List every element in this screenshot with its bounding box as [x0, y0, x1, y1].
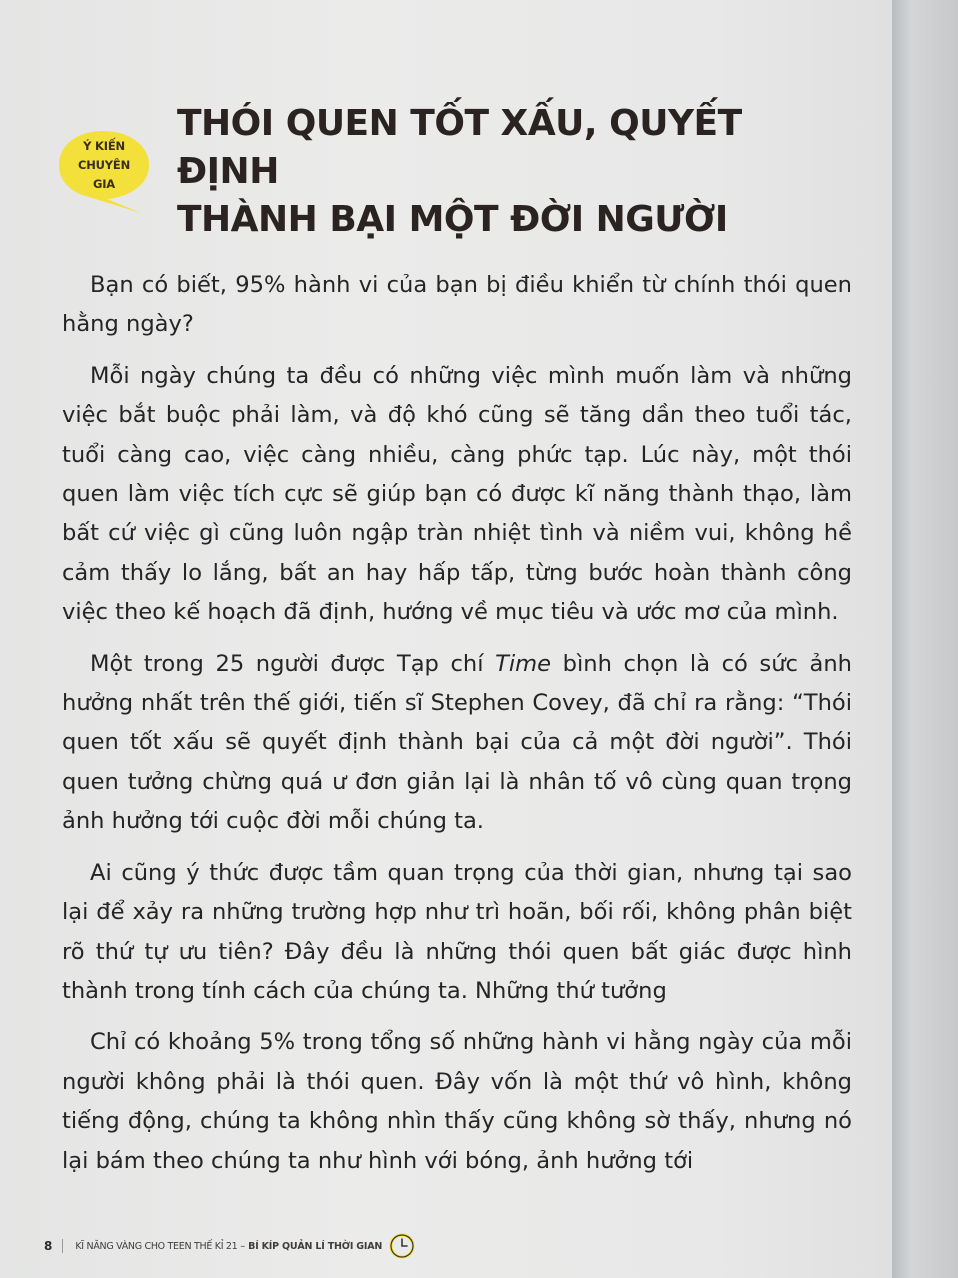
- paragraph-4: Ai cũng ý thức được tầm quan trọng của thời gian, nhưng tại sao lại để xảy ra những trường hợp như trì hoãn, bối rối, không phân biệt rõ thứ tự ưu tiên? Đây đều là những thói quen bất giác được hình thành trong tính cách của chúng ta. Những thứ tưởng: [62, 859, 852, 1004]
- title-line-1: THÓI QUEN TỐT XẤU, QUYẾT ĐỊNH: [177, 103, 742, 192]
- section-title: [177, 100, 797, 244]
- paragraph-2: Mỗi ngày chúng ta đều có những việc mình muốn làm và những việc bắt buộc phải làm, và độ khó cũng sẽ tăng dần theo tuổi tác, tuổi càng cao, việc càng nhiều, càng phức tạp. Lúc này, một thói quen làm việc tích cực sẽ giúp bạn có được kĩ năng thành thạo, làm bất cứ việc gì cũng luôn ngập tràn nhiệt tình và niềm vui, không hề cảm thấy lo lắng, bất an hay hấp tấp, từng bước hoàn thành công việc theo kế hoạch đã định, hướng về mục tiêu và ước mơ của mình.: [62, 362, 852, 626]
- footer-divider: [62, 1239, 63, 1253]
- paragraph-3-text-a: Một trong 25 người được Tạp chí: [90, 650, 496, 677]
- footer-dash: –: [240, 1240, 246, 1252]
- page-number: 8: [44, 1239, 53, 1253]
- paragraph-1: Bạn có biết, 95% hành vi của bạn bị điều khiển từ chính thói quen hằng ngày?: [62, 272, 852, 338]
- book-title: BÍ KÍP QUẢN LÍ THỜI GIAN: [248, 1240, 383, 1252]
- paragraph-3: [62, 645, 852, 842]
- body-text: [62, 266, 852, 1181]
- badge-line-2: CHUYÊN: [77, 158, 130, 172]
- series-title: KĨ NĂNG VÀNG CHO TEEN THẾ KỈ 21: [75, 1240, 238, 1252]
- title-line-2: THÀNH BẠI MỘT ĐỜI NGƯỜI: [177, 199, 728, 240]
- magazine-name: Time: [495, 650, 552, 677]
- paragraph-3-text-b: bình chọn là có sức ảnh hưởng nhất trên thế giới, tiến sĩ Stephen Covey, đã chỉ ra rằng: “Thói quen tốt xấu sẽ quyết định thành bại của cả một đời người”. Thói quen tưởng chừng quá ư đơn giản lại là nhân tố vô cùng quan trọng ảnh hưởng tới cuộc đời mỗi chúng ta.: [62, 650, 852, 835]
- badge-line-3: GIA: [92, 177, 116, 191]
- adjacent-page-edge: [892, 0, 958, 1278]
- clock-icon: [388, 1232, 416, 1260]
- paragraph-5: Chỉ có khoảng 5% trong tổng số những hành vi hằng ngày của mỗi người không phải là thói quen. Đây vốn là một thứ vô hình, không tiếng động, chúng ta không nhìn thấy cũng không sờ thấy, nhưng nó lại bám theo chúng ta như hình với bóng, ảnh hưởng tới: [62, 1029, 852, 1174]
- expert-opinion-badge: [57, 127, 153, 213]
- page-footer: [44, 1231, 416, 1261]
- badge-line-1: Ý KIẾN: [83, 139, 125, 153]
- badge-label: [61, 137, 147, 194]
